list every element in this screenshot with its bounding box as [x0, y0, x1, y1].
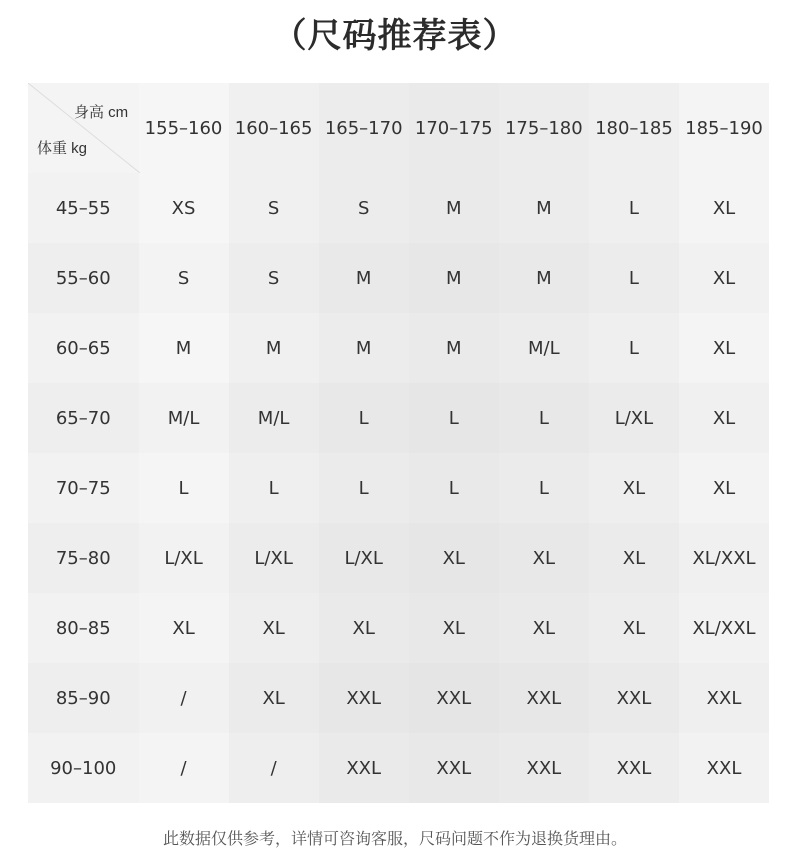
- table-row: [28, 383, 769, 453]
- corner-diagonal-line: [28, 83, 140, 173]
- table-row: [28, 663, 769, 733]
- header-height-cell: 165–170: [319, 83, 409, 173]
- header-height-cell: 155–160: [139, 83, 229, 173]
- size-cell: XL: [589, 523, 679, 593]
- size-cell: S: [229, 243, 319, 313]
- table-corner-cell: [28, 83, 139, 173]
- size-cell: L/XL: [139, 523, 229, 593]
- weight-range-cell: 80–85: [28, 593, 139, 663]
- weight-range-cell: 85–90: [28, 663, 139, 733]
- size-cell: L/XL: [589, 383, 679, 453]
- size-cell: XL: [679, 313, 769, 383]
- size-cell: M: [319, 313, 409, 383]
- size-cell: L: [139, 453, 229, 523]
- table-row: [28, 313, 769, 383]
- height-axis-label: 身高 cm: [74, 104, 129, 121]
- size-cell: L: [589, 313, 679, 383]
- header-height-cell: 170–175: [409, 83, 499, 173]
- size-cell: M/L: [499, 313, 589, 383]
- size-cell: XL: [679, 453, 769, 523]
- size-cell: XXL: [499, 663, 589, 733]
- size-cell: XXL: [589, 663, 679, 733]
- size-cell: XL/XXL: [679, 593, 769, 663]
- size-cell: M: [319, 243, 409, 313]
- size-cell: XXL: [499, 733, 589, 803]
- weight-range-cell: 75–80: [28, 523, 139, 593]
- size-cell: XL: [589, 453, 679, 523]
- table-header-row: [28, 83, 769, 173]
- size-cell: L: [589, 173, 679, 243]
- size-cell: XXL: [679, 733, 769, 803]
- size-cell: XL: [499, 523, 589, 593]
- size-cell: S: [319, 173, 409, 243]
- size-cell: L: [319, 453, 409, 523]
- disclaimer-text: 此数据仅供参考，详情可咨询客服，尺码问题不作为退换货理由。: [162, 829, 627, 848]
- header-height-cell: 160–165: [229, 83, 319, 173]
- table-row: [28, 243, 769, 313]
- size-cell: XL: [139, 593, 229, 663]
- size-cell: XL: [679, 383, 769, 453]
- weight-range-cell: 45–55: [28, 173, 139, 243]
- size-cell: L: [409, 453, 499, 523]
- table-row: [28, 453, 769, 523]
- size-cell: M: [139, 313, 229, 383]
- size-cell: L: [589, 243, 679, 313]
- size-cell: L/XL: [319, 523, 409, 593]
- size-cell: XXL: [409, 663, 499, 733]
- weight-range-cell: 55–60: [28, 243, 139, 313]
- size-cell: L: [499, 383, 589, 453]
- weight-axis-label: 体重 kg: [37, 140, 88, 157]
- table-row: [28, 173, 769, 243]
- size-cell: L: [319, 383, 409, 453]
- table-row: [28, 523, 769, 593]
- size-cell: S: [229, 173, 319, 243]
- size-cell: M: [499, 173, 589, 243]
- size-cell: XL: [589, 593, 679, 663]
- size-cell: XL: [319, 593, 409, 663]
- size-cell: L: [409, 383, 499, 453]
- size-cell: M/L: [229, 383, 319, 453]
- table-row: [28, 733, 769, 803]
- weight-range-cell: 65–70: [28, 383, 139, 453]
- size-cell: XL: [229, 593, 319, 663]
- size-cell: XL: [679, 243, 769, 313]
- header-height-cell: 175–180: [499, 83, 589, 173]
- header-height-cell: 185–190: [679, 83, 769, 173]
- size-cell: /: [139, 733, 229, 803]
- size-cell: XXL: [319, 663, 409, 733]
- size-cell: XXL: [409, 733, 499, 803]
- size-cell: XL: [409, 593, 499, 663]
- size-cell: /: [229, 733, 319, 803]
- table-row: [28, 593, 769, 663]
- weight-range-cell: 90–100: [28, 733, 139, 803]
- size-cell: M: [409, 313, 499, 383]
- size-cell: M: [229, 313, 319, 383]
- size-cell: M/L: [139, 383, 229, 453]
- size-cell: L/XL: [229, 523, 319, 593]
- size-cell: XXL: [319, 733, 409, 803]
- header-height-cell: 180–185: [589, 83, 679, 173]
- size-cell: M: [409, 173, 499, 243]
- size-cell: XXL: [589, 733, 679, 803]
- size-cell: XL: [679, 173, 769, 243]
- size-cell: M: [499, 243, 589, 313]
- size-cell: /: [139, 663, 229, 733]
- size-cell: XS: [139, 173, 229, 243]
- weight-range-cell: 60–65: [28, 313, 139, 383]
- size-cell: XL: [499, 593, 589, 663]
- weight-range-cell: 70–75: [28, 453, 139, 523]
- size-cell: XXL: [679, 663, 769, 733]
- size-cell: XL: [229, 663, 319, 733]
- size-cell: XL: [409, 523, 499, 593]
- size-cell: XL/XXL: [679, 523, 769, 593]
- size-cell: S: [139, 243, 229, 313]
- size-cell: L: [229, 453, 319, 523]
- size-chart-table: [28, 83, 769, 803]
- page-title: （尺码推荐表）: [272, 16, 518, 56]
- size-cell: M: [409, 243, 499, 313]
- size-cell: L: [499, 453, 589, 523]
